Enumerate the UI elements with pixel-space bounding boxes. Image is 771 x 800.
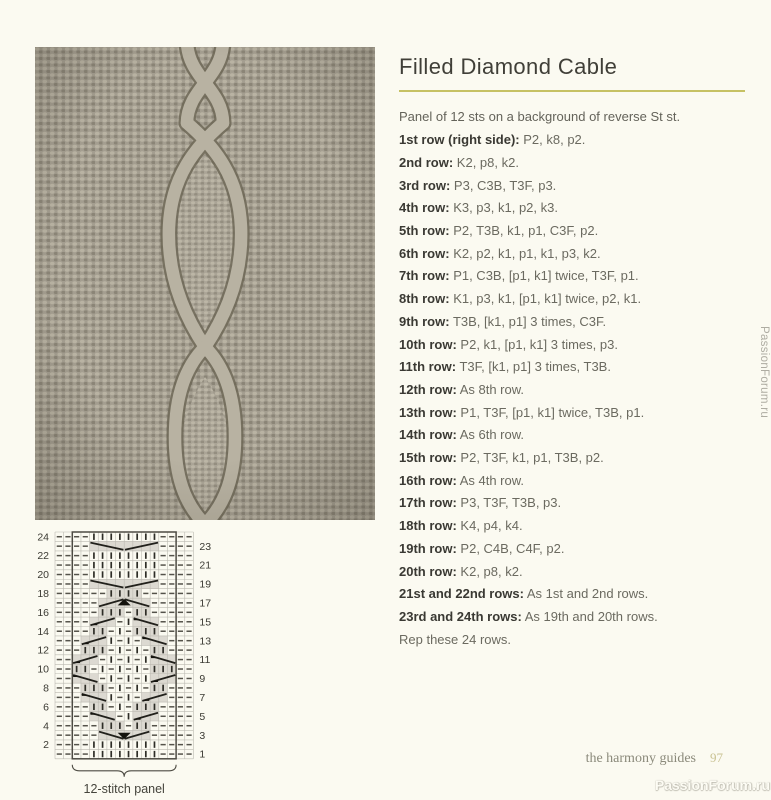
chart-row-number: 13 — [199, 635, 212, 648]
row-instructions: P2, k8, p2. — [523, 132, 586, 148]
instruction-row — [399, 629, 745, 652]
pattern-column — [399, 55, 745, 651]
instruction-row — [399, 424, 745, 447]
chart-row-number: 7 — [199, 691, 206, 704]
row-label: 14th row: — [399, 427, 457, 443]
row-instructions: P2, C4B, C4F, p2. — [460, 540, 565, 556]
instruction-row — [399, 583, 745, 606]
row-label: 20th row: — [399, 563, 457, 579]
watermark-corner: PassionForum.ru — [654, 777, 770, 793]
chart-row-number: 9 — [199, 673, 206, 686]
page-title: Filled Diamond Cable — [399, 54, 618, 79]
instruction-row — [399, 402, 745, 425]
instruction-list — [399, 129, 745, 651]
row-instructions: As 1st and 2nd rows. — [526, 586, 649, 602]
row-label: 8th row: — [399, 291, 450, 307]
row-label: 23rd and 24th rows: — [399, 608, 522, 624]
instruction-row — [399, 470, 745, 493]
row-label: 18th row: — [399, 518, 457, 534]
instruction-row — [399, 334, 745, 357]
instruction-row — [399, 152, 745, 175]
chart-row-number: 12 — [37, 644, 49, 657]
instruction-row — [399, 515, 745, 538]
chart-row-number: 3 — [199, 729, 206, 742]
row-label: 12th row: — [399, 381, 457, 397]
watermark-side: PassionForum.ru — [758, 326, 770, 419]
page-footer — [586, 750, 723, 767]
instruction-row — [399, 492, 745, 515]
title-rule — [399, 90, 745, 92]
row-label: 13th row: — [399, 404, 457, 420]
pattern-intro: Panel of 12 sts on a background of reverse St st. — [399, 109, 681, 125]
row-label: 1st row (right side): — [399, 132, 520, 148]
row-label: 4th row: — [399, 200, 450, 216]
instruction-row — [399, 243, 745, 266]
chart-row-number: 17 — [199, 597, 212, 610]
row-instructions: P1, T3F, [p1, k1] twice, T3B, p1. — [460, 404, 645, 420]
row-instructions: P2, T3F, k1, p1, T3B, p2. — [460, 450, 604, 466]
row-label: 17th row: — [399, 495, 457, 511]
chart-row-number: 23 — [199, 540, 212, 553]
row-instructions: K3, p3, k1, p2, k3. — [453, 200, 558, 216]
chart-row-number: 24 — [37, 531, 49, 544]
row-instructions: P3, T3F, T3B, p3. — [460, 495, 562, 511]
row-label: 6th row: — [399, 245, 450, 261]
chart-row-number: 6 — [43, 701, 49, 714]
row-label: 5th row: — [399, 223, 450, 238]
chart-row-number: 15 — [199, 616, 212, 629]
instruction-row — [399, 447, 745, 470]
brand-text: the harmony guides — [585, 751, 696, 766]
chart-row-number: 20 — [37, 569, 49, 582]
row-instructions: As 8th row. — [459, 381, 525, 397]
row-instructions: As 19th and 20th rows. — [524, 608, 658, 624]
row-instructions: T3F, [k1, p1] 3 times, T3B. — [459, 359, 611, 375]
row-instructions: Rep these 24 rows. — [399, 631, 512, 647]
row-instructions: P2, k1, [p1, k1] 3 times, p3. — [460, 336, 618, 352]
instruction-row — [399, 379, 745, 402]
row-label: 15th row: — [399, 450, 457, 466]
knitting-chart-svg — [28, 528, 258, 800]
knit-swatch-photo — [35, 47, 375, 520]
chart-row-number: 8 — [43, 682, 49, 695]
row-instructions: P1, C3B, [p1, k1] twice, T3F, p1. — [453, 268, 639, 284]
row-instructions: As 6th row. — [459, 427, 525, 443]
instruction-row — [399, 265, 745, 288]
row-instructions: K2, p8, k2. — [456, 154, 519, 170]
knit-texture-illustration — [35, 47, 375, 520]
row-label: 2nd row: — [399, 154, 454, 170]
chart-row-number: 2 — [43, 739, 49, 752]
chart-row-number: 14 — [37, 625, 49, 638]
instruction-row — [399, 606, 745, 629]
chart-row-number: 22 — [37, 550, 49, 563]
row-label: 11th row: — [399, 359, 457, 375]
chart-row-number: 21 — [199, 559, 212, 572]
instruction-row — [399, 220, 745, 243]
row-label: 16th row: — [399, 472, 457, 488]
chart-row-number: 18 — [37, 588, 49, 601]
row-label: 10th row: — [399, 336, 457, 352]
row-instructions: K4, p4, k4. — [460, 518, 523, 534]
row-label: 3rd row: — [399, 177, 451, 193]
row-instructions: P2, T3B, k1, p1, C3F, p2. — [453, 223, 599, 238]
panel-width-label: 12-stitch panel — [83, 781, 165, 796]
row-instructions: K1, p3, k1, [p1, k1] twice, p2, k1. — [453, 291, 642, 307]
chart-row-number: 1 — [199, 748, 206, 761]
chart-row-number: 16 — [37, 606, 49, 619]
chart-row-number: 4 — [43, 720, 49, 733]
instruction-row — [399, 538, 745, 561]
row-label: 7th row: — [399, 268, 450, 284]
chart-row-number: 19 — [199, 578, 212, 591]
instruction-row — [399, 288, 745, 311]
instruction-row — [399, 311, 745, 334]
page-number: 97 — [710, 750, 723, 765]
chart-row-number: 11 — [199, 654, 211, 667]
row-instructions: P3, C3B, T3F, p3. — [453, 177, 557, 193]
instruction-row — [399, 561, 745, 584]
instruction-row — [399, 129, 745, 152]
chart-row-number: 5 — [199, 710, 206, 723]
instruction-row — [399, 356, 745, 379]
row-label: 19th row: — [399, 540, 457, 556]
chart-row-number: 10 — [37, 663, 49, 676]
row-label: 9th row: — [399, 313, 450, 329]
row-instructions: T3B, [k1, p1] 3 times, C3F. — [452, 313, 607, 329]
row-instructions: K2, p8, k2. — [460, 563, 523, 579]
row-instructions: As 4th row. — [459, 472, 525, 488]
knitting-chart — [28, 528, 258, 800]
row-instructions: K2, p2, k1, p1, k1, p3, k2. — [453, 245, 601, 261]
instruction-row — [399, 197, 745, 220]
row-label: 21st and 22nd rows: — [399, 586, 524, 602]
instruction-row — [399, 175, 745, 198]
